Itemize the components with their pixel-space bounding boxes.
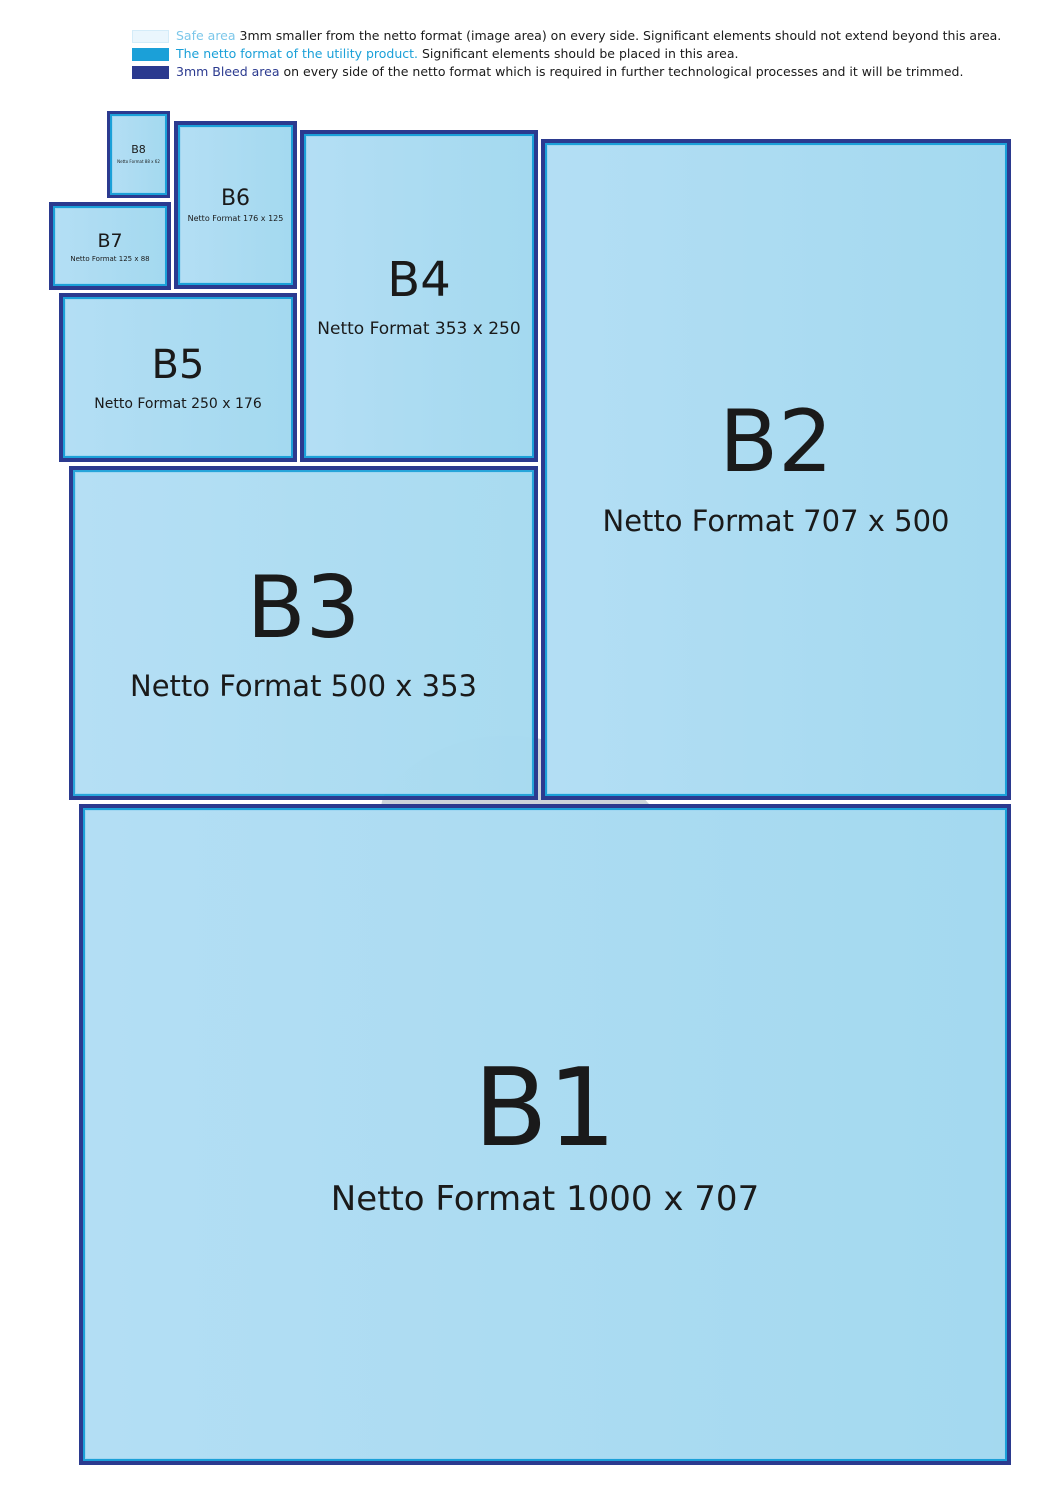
format-b1-safe-area [85, 810, 1005, 1459]
legend-text [176, 64, 963, 80]
legend-description: Significant elements should be placed in this area. [418, 46, 739, 61]
format-b6-netto: Netto Format 176 x 125 [187, 214, 284, 223]
format-b8-safe-area [112, 116, 165, 193]
legend-highlight: 3mm Bleed area [176, 64, 280, 79]
format-b8 [107, 111, 170, 198]
format-b2-name: B2 [719, 392, 833, 492]
legend-row-netto-format [132, 46, 1032, 62]
format-b3-safe-area [75, 472, 532, 794]
format-b4-name: B4 [387, 252, 451, 308]
format-b7-netto: Netto Format 125 x 88 [70, 255, 150, 263]
format-b5-safe-area [65, 299, 291, 456]
format-b8-netto: Netto Format 88 x 62 [117, 159, 160, 164]
format-b7-safe-area [55, 208, 165, 284]
format-b2 [541, 139, 1011, 800]
legend-text [176, 46, 738, 62]
format-b5 [59, 293, 297, 462]
format-b2-safe-area [547, 145, 1005, 794]
format-b6-safe-area [180, 127, 291, 283]
format-b5-name: B5 [151, 342, 205, 388]
format-b3-netto: Netto Format 500 x 353 [130, 669, 477, 703]
format-b6 [174, 121, 297, 289]
legend-description: on every side of the netto format which is required in further technological processes and it will be trimmed. [279, 64, 964, 79]
format-b1-name: B1 [473, 1046, 617, 1171]
legend-highlight: Safe area [176, 28, 236, 43]
format-b4-netto: Netto Format 353 x 250 [317, 319, 521, 339]
legend-highlight: The netto format of the utility product. [176, 46, 419, 61]
bleed-area-swatch [132, 66, 169, 79]
legend-row-safe-area [132, 28, 1032, 44]
format-b4 [300, 130, 538, 462]
format-b6-name: B6 [220, 186, 251, 211]
format-b7 [49, 202, 171, 290]
format-b2-netto: Netto Format 707 x 500 [602, 504, 950, 538]
format-b1 [79, 804, 1011, 1465]
format-b8-name: B8 [131, 143, 146, 156]
format-b7-name: B7 [97, 230, 123, 252]
format-b5-netto: Netto Format 250 x 176 [94, 396, 262, 412]
safe-area-swatch [132, 30, 169, 43]
netto-format-swatch [132, 48, 169, 61]
legend-row-bleed-area [132, 64, 1032, 80]
format-b4-safe-area [306, 136, 532, 456]
legend-text [176, 28, 1001, 44]
format-b3-name: B3 [246, 558, 361, 658]
format-b3 [69, 466, 538, 800]
legend-description: 3mm smaller from the netto format (image area) on every side. Significant elements should not extend beyond this area. [235, 28, 1002, 43]
format-b1-netto: Netto Format 1000 x 707 [330, 1179, 760, 1219]
